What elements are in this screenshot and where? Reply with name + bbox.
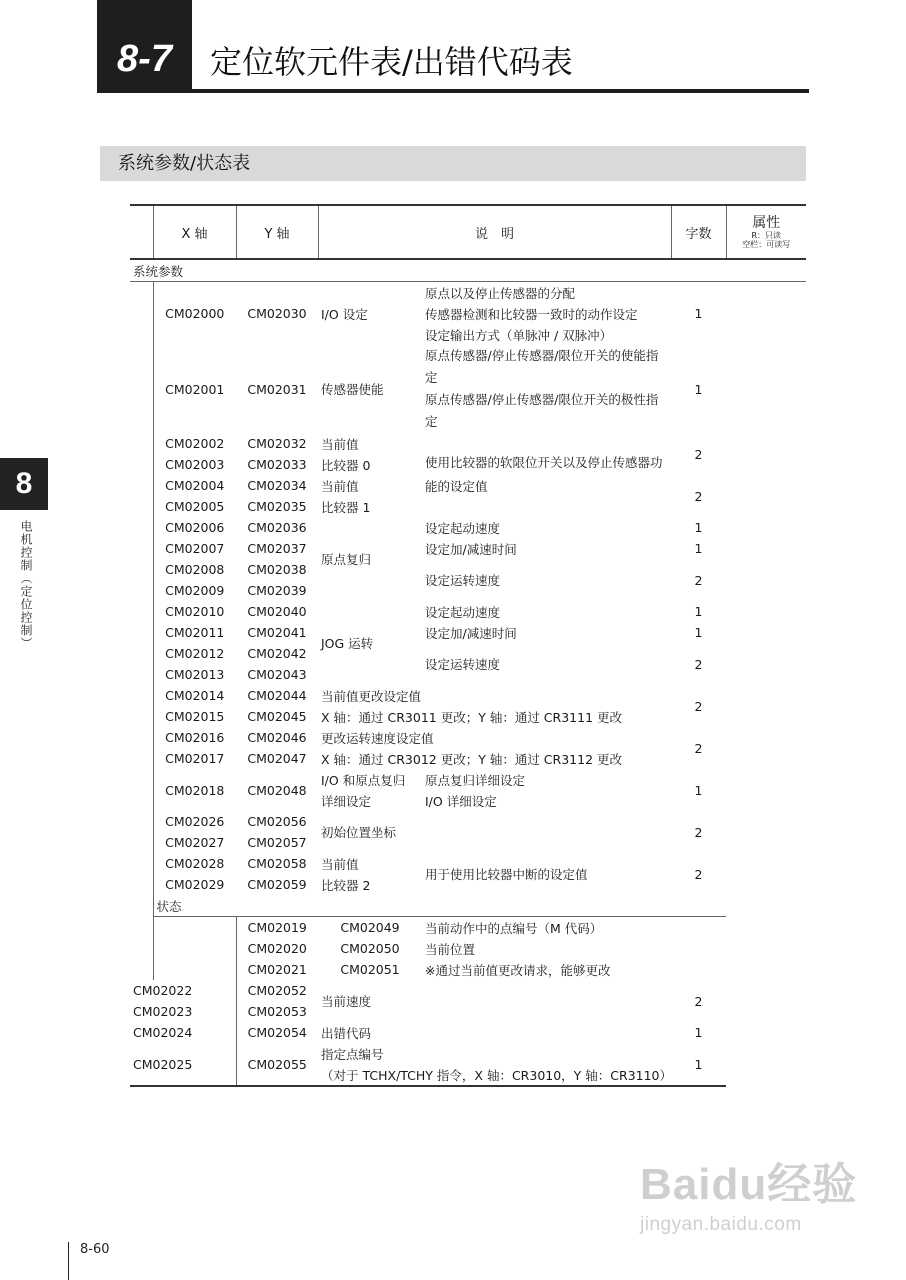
- detail: 原点传感器/停止传感器/限位开关的使能指定: [425, 348, 659, 385]
- description: 比较器 0: [321, 457, 371, 473]
- table-row: [130, 769, 806, 790]
- y-address: CM02034: [247, 478, 307, 493]
- section-title: 系统参数/状态表: [100, 146, 806, 181]
- header-description: 说 明: [318, 205, 671, 259]
- word-count: 2: [694, 740, 703, 756]
- table-row: [130, 727, 806, 748]
- table-row: [130, 517, 806, 538]
- word-count: 2: [694, 488, 703, 504]
- y-address: CM02036: [247, 520, 307, 535]
- table-row: [130, 643, 806, 664]
- detail: 设定运转速度: [425, 573, 501, 588]
- description: 当前速度: [321, 994, 372, 1009]
- detail: 设定运转速度: [425, 657, 501, 672]
- table-row: [130, 811, 806, 832]
- y-address: CM02046: [247, 730, 307, 745]
- description: 比较器 1: [321, 499, 371, 515]
- description: X 轴：通过 CR3011 更改；Y 轴：通过 CR3111 更改: [321, 709, 622, 725]
- word-count: 1: [671, 1043, 726, 1086]
- group-label: 状态: [153, 895, 806, 917]
- y-address: CM02048: [247, 782, 307, 798]
- x-address: CM02027: [165, 835, 225, 850]
- description: 指定点编号: [321, 1046, 384, 1062]
- x-address: CM02025: [130, 1043, 153, 1086]
- word-count: 2: [694, 572, 703, 588]
- y-address: CM02032: [247, 436, 307, 451]
- description: I/O 设定: [321, 306, 368, 322]
- table-row: [130, 917, 806, 939]
- x-address: CM02008: [165, 562, 225, 577]
- word-count: 2: [694, 824, 703, 840]
- x-address: CM02011: [165, 625, 225, 640]
- x-address: CM02007: [165, 541, 225, 556]
- page-rule: [68, 1242, 69, 1280]
- y-address: CM02040: [247, 604, 307, 619]
- detail: I/O 详细设定: [425, 793, 497, 809]
- x-address: CM02003: [165, 457, 225, 472]
- x-address: CM02023: [133, 1004, 193, 1019]
- word-count: 1: [694, 782, 703, 798]
- word-count: 2: [694, 446, 703, 462]
- header-x-axis: X 轴: [153, 205, 236, 259]
- y-address: CM02042: [247, 646, 307, 661]
- y-address: CM02033: [247, 457, 307, 472]
- description: （对于 TCHX/TCHY 指令，X 轴：CR3010，Y 轴：CR3110）: [318, 1064, 671, 1086]
- x-address: CM02017: [165, 751, 225, 766]
- detail: 原点传感器/停止传感器/限位开关的极性指定: [425, 392, 659, 429]
- description: 当前值更改设定值: [321, 688, 422, 704]
- description: 当前位置: [425, 941, 476, 957]
- description: JOG 运转: [321, 636, 374, 651]
- word-count: 1: [694, 541, 703, 556]
- description: 原点复归: [321, 552, 372, 567]
- x-address: CM02022: [133, 983, 193, 998]
- y-address: CM02052: [247, 983, 307, 998]
- description: 初始位置坐标: [321, 825, 397, 840]
- y-address: CM02059: [247, 877, 307, 892]
- word-count: 2: [694, 993, 703, 1009]
- x-address: CM02002: [165, 436, 225, 451]
- y-address: CM02038: [247, 562, 307, 577]
- chapter-rule: [192, 89, 809, 93]
- y-address: CM02031: [247, 381, 307, 397]
- chapter-side-label: 电机控制（定位控制）: [19, 520, 33, 650]
- word-count: 1: [694, 381, 703, 397]
- description: X 轴：通过 CR3012 更改；Y 轴：通过 CR3112 更改: [321, 751, 622, 767]
- y-address: CM02043: [247, 667, 307, 682]
- x-address: CM02021: [247, 962, 307, 977]
- y-address: CM02044: [247, 688, 307, 703]
- description: ※通过当前值更改请求，能够更改: [425, 962, 611, 978]
- description: 更改运转速度设定值: [321, 730, 434, 746]
- table-row: [130, 559, 806, 580]
- table-row: [130, 282, 806, 304]
- x-address: CM02019: [247, 920, 307, 935]
- chapter-title: 定位软元件表/出错代码表: [210, 43, 573, 81]
- y-address: CM02041: [247, 625, 307, 640]
- x-address: CM02024: [133, 1025, 193, 1040]
- y-address: CM02056: [247, 814, 307, 829]
- x-address: CM02015: [165, 709, 225, 724]
- watermark: [640, 1148, 870, 1248]
- word-count: 2: [694, 656, 703, 672]
- x-address: CM02010: [165, 604, 225, 619]
- word-count: 1: [694, 604, 703, 619]
- y-address: CM02055: [236, 1043, 318, 1086]
- detail: 原点复归详细设定: [425, 772, 526, 788]
- header-words: 字数: [671, 205, 726, 259]
- detail: 用于使用比较器中断的设定值: [425, 867, 588, 882]
- word-count: 1: [694, 520, 703, 535]
- header-blank: [130, 205, 153, 259]
- x-address: CM02004: [165, 478, 225, 493]
- y-address: CM02050: [340, 941, 400, 956]
- word-count: 2: [694, 866, 703, 882]
- x-address: CM02000: [165, 306, 225, 321]
- description: 当前值: [321, 856, 359, 872]
- description: 当前动作中的点编号（M 代码）: [425, 920, 603, 936]
- header-y-axis: Y 轴: [236, 205, 318, 259]
- description: I/O 和原点复归: [321, 772, 406, 788]
- table-row: [130, 622, 806, 643]
- table-row: [130, 538, 806, 559]
- description: 传感器使能: [321, 382, 384, 397]
- x-address: CM02029: [165, 877, 225, 892]
- detail: 设定起动速度: [425, 604, 501, 620]
- y-address: CM02047: [247, 751, 307, 766]
- x-address: CM02018: [165, 782, 225, 798]
- watermark-url: jingyan.baidu.com: [640, 1214, 802, 1235]
- word-count: 1: [694, 306, 703, 321]
- detail: 设定加/减速时间: [425, 541, 517, 557]
- description: 当前值: [321, 436, 359, 452]
- x-address: CM02020: [247, 941, 307, 956]
- description: 比较器 2: [321, 877, 371, 893]
- indent-cell: [130, 282, 153, 981]
- table-row: [130, 853, 806, 874]
- x-address: CM02009: [165, 583, 225, 598]
- word-count: 1: [694, 1025, 703, 1040]
- y-address: CM02051: [340, 962, 400, 977]
- word-count: 1: [694, 625, 703, 640]
- x-address: CM02005: [165, 499, 225, 514]
- table-row: [130, 601, 806, 622]
- y-address: CM02058: [247, 856, 307, 871]
- detail: 设定输出方式（单脉冲 / 双脉冲）: [425, 327, 613, 343]
- table-row: [130, 433, 806, 454]
- table-row: [130, 345, 806, 389]
- y-address: CM02037: [247, 541, 307, 556]
- x-address: CM02016: [165, 730, 225, 745]
- group-row-status: [130, 895, 806, 917]
- detail: 设定加/减速时间: [425, 625, 517, 641]
- description: 当前值: [321, 478, 359, 494]
- x-address: CM02026: [165, 814, 225, 829]
- header-attribute-note-rw: 空栏：可读写: [742, 240, 791, 250]
- table-row: [130, 685, 806, 706]
- y-address: CM02045: [247, 709, 307, 724]
- attribute-cell: [726, 282, 806, 960]
- x-address: CM02001: [165, 381, 225, 397]
- y-address: CM02054: [247, 1025, 307, 1040]
- y-address: CM02035: [247, 499, 307, 514]
- table-header-row: [130, 205, 806, 259]
- header-attribute-label: 属性: [752, 214, 781, 231]
- detail: 原点以及停止传感器的分配: [425, 285, 576, 301]
- watermark-logo: Baidu经验: [640, 1160, 858, 1209]
- detail: 传感器检测和比较器一致时的动作设定: [425, 306, 638, 322]
- chapter-number: 8-7: [97, 0, 192, 93]
- register-table: [130, 204, 806, 1087]
- x-address: CM02012: [165, 646, 225, 661]
- header-attribute: [726, 205, 806, 259]
- description: 出错代码: [321, 1025, 372, 1041]
- group-row-system-params: [130, 259, 806, 282]
- x-address: CM02006: [165, 520, 225, 535]
- y-address: CM02053: [247, 1004, 307, 1019]
- chapter-tab: 8: [0, 458, 48, 510]
- x-address: CM02028: [165, 856, 225, 871]
- y-address: CM02049: [340, 920, 400, 935]
- detail: 设定起动速度: [425, 520, 501, 536]
- x-address: CM02014: [165, 688, 225, 703]
- y-address: CM02030: [247, 306, 307, 321]
- word-count: 2: [694, 698, 703, 714]
- detail: 使用比较器的软限位开关以及停止传感器功能的设定值: [425, 455, 663, 494]
- y-address: CM02039: [247, 583, 307, 598]
- x-address: CM02013: [165, 667, 225, 682]
- description: 详细设定: [321, 793, 372, 809]
- group-label: 系统参数: [130, 259, 806, 282]
- y-address: CM02057: [247, 835, 307, 850]
- header-attribute-note-r: R：只读: [751, 230, 782, 240]
- page-number: 8-60: [80, 1242, 110, 1257]
